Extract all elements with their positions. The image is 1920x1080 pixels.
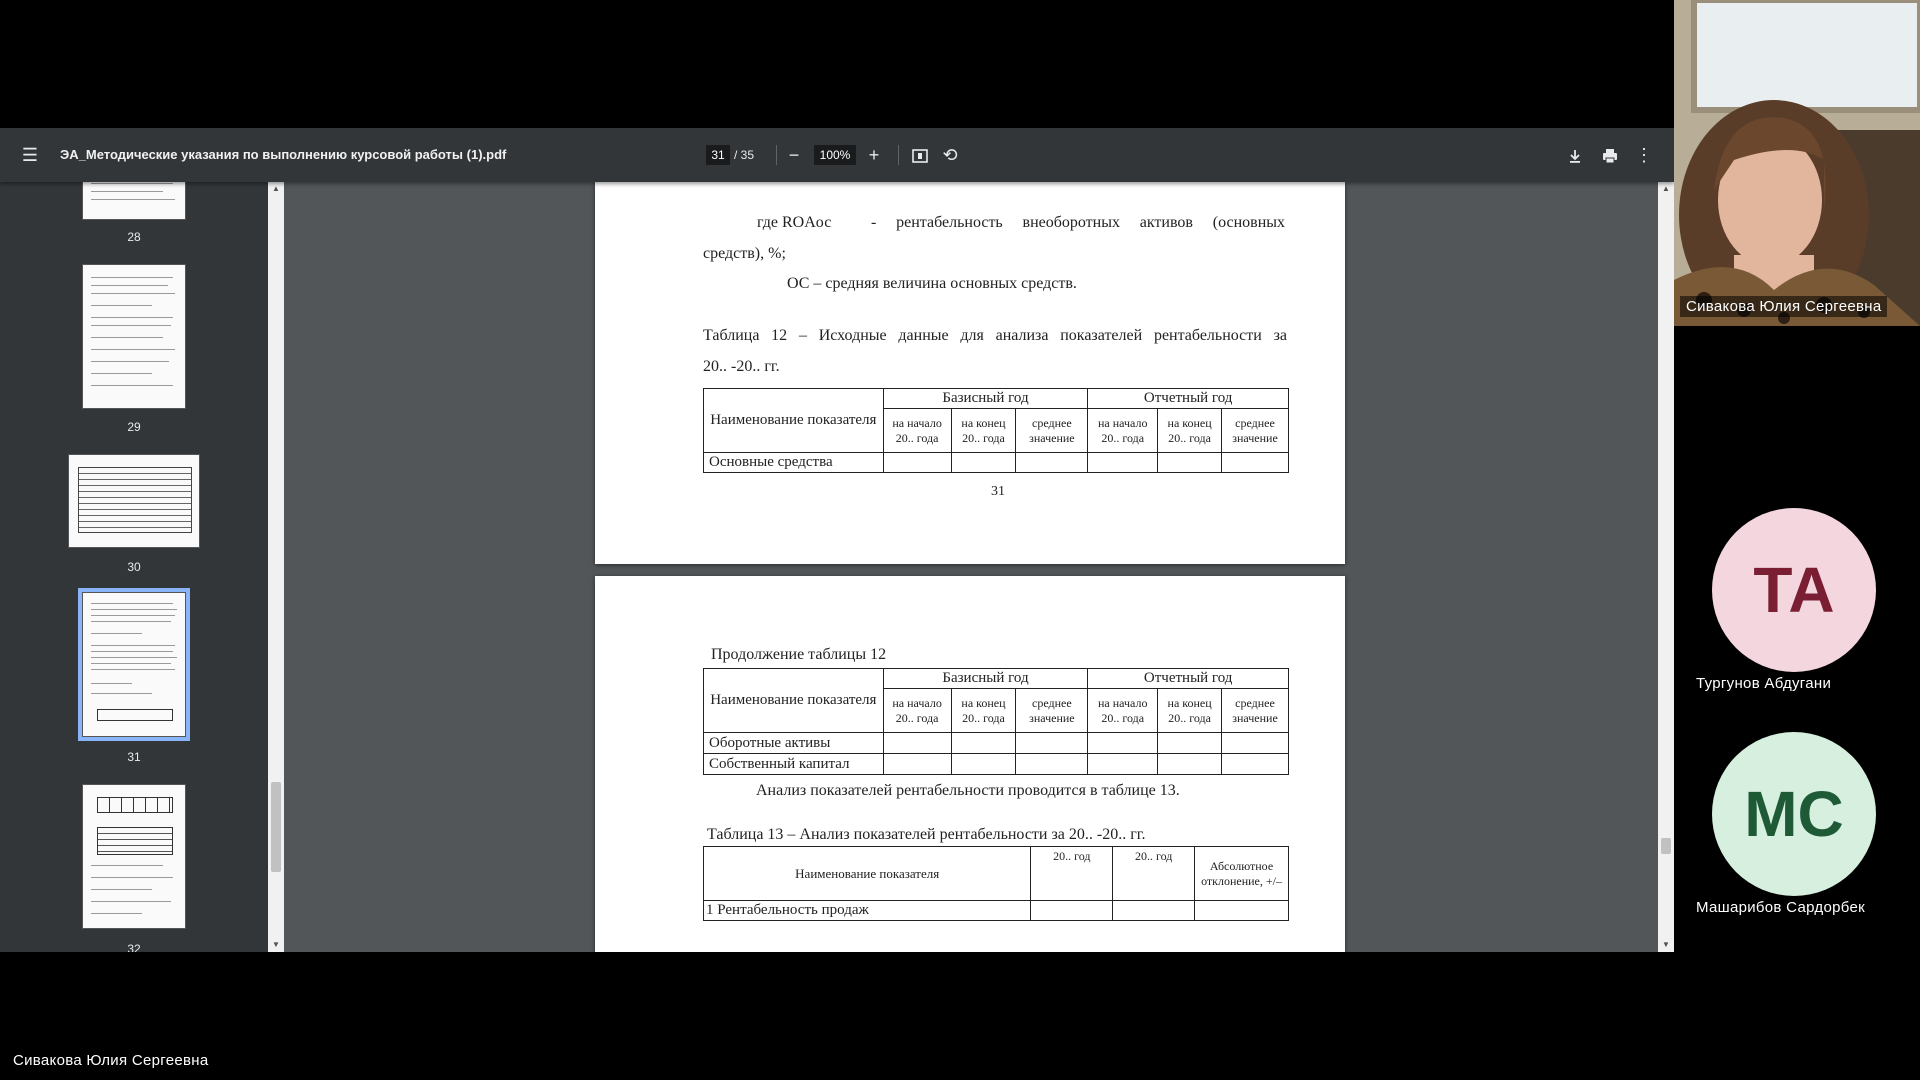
table-subheader: среднее значение <box>1222 409 1289 453</box>
fit-page-icon[interactable] <box>906 128 934 182</box>
more-options-icon[interactable]: ⋮ <box>1635 145 1653 165</box>
table-subheader: на конец 20.. года <box>951 409 1016 453</box>
table-header-base-year: Базисный год <box>883 389 1088 409</box>
document-scrollbar[interactable] <box>1658 182 1674 952</box>
table-subheader: на конец 20.. года <box>951 689 1016 733</box>
table-subheader: среднее значение <box>1222 689 1289 733</box>
thumbnail-sidebar <box>0 182 268 952</box>
page-text: ОС – средняя величина основных средств. <box>787 275 1077 292</box>
page-text: - рентабельность внеоборотных активов (основных <box>871 214 1285 231</box>
sidebar-scrollbar[interactable] <box>268 182 284 952</box>
table-subheader: на начало 20.. года <box>883 689 951 733</box>
participant-avatar <box>1712 732 1876 896</box>
sidebar-scroll-thumb[interactable] <box>271 782 281 872</box>
table-subheader: на конец 20.. года <box>1158 689 1222 733</box>
thumbnail-page-29[interactable] <box>82 264 186 409</box>
print-icon[interactable] <box>1596 128 1624 182</box>
table-12-continued <box>703 668 1289 775</box>
table-row-label: Оборотные активы <box>704 733 884 754</box>
table-caption: Продолжение таблицы 12 <box>711 646 887 663</box>
table-header-year: 20.. год <box>1113 847 1195 901</box>
toolbar-divider <box>776 145 777 165</box>
table-subheader: на начало 20.. года <box>1088 409 1158 453</box>
table-caption: Таблица 13 – Анализ показателей рентабельности за 20.. -20.. гг. <box>707 826 1146 843</box>
scroll-up-arrow-icon[interactable]: ▲ <box>272 184 280 193</box>
scroll-up-arrow-icon[interactable]: ▲ <box>1662 184 1670 193</box>
thumbnail-label: 29 <box>127 420 141 434</box>
page-text: Анализ показателей рентабельности проводится в таблице 13. <box>756 782 1180 799</box>
table-row-label: Собственный капитал <box>704 754 884 775</box>
table-subheader: среднее значение <box>1016 409 1088 453</box>
table-header-name: Наименование показателя <box>704 669 884 733</box>
table-header-base-year: Базисный год <box>883 669 1088 689</box>
speaker-video <box>1674 0 1920 326</box>
page-text: средств), %; <box>703 245 786 262</box>
participant-name: Тургунов Абдугани <box>1696 675 1832 692</box>
speaker-video-image <box>1674 0 1920 326</box>
table-row-label: Основные средства <box>704 453 884 473</box>
thumbnail-label: 31 <box>127 750 141 764</box>
document-scroll-thumb[interactable] <box>1661 838 1671 854</box>
table-header-report-year: Отчетный год <box>1088 669 1289 689</box>
zoom-out-icon[interactable]: − <box>788 145 800 165</box>
zoom-in-icon[interactable]: + <box>868 145 880 165</box>
pdf-page-31 <box>595 182 1345 564</box>
table-12 <box>703 388 1289 473</box>
speaker-name-tag: Сивакова Юлия Сергеевна <box>1680 296 1887 317</box>
pdf-viewer <box>0 128 1674 952</box>
document-title: ЭА_Методические указания по выполнению курсовой работы (1).pdf <box>60 147 507 162</box>
table-caption: 20.. -20.. гг. <box>703 358 780 375</box>
download-icon[interactable] <box>1561 128 1589 182</box>
table-header-name: Наименование показателя <box>704 847 1031 901</box>
participant-name: Машарибов Сардорбек <box>1696 899 1865 916</box>
table-header-deviation: Абсолютное отклонение, +/– <box>1195 847 1289 901</box>
toolbar-divider <box>898 145 899 165</box>
table-row-label: 1 Рентабельность продаж <box>704 901 1031 921</box>
thumbnail-page-30[interactable] <box>68 454 200 548</box>
active-speaker-label: Сивакова Юлия Сергеевна <box>13 1052 209 1069</box>
page-number: 31 <box>991 484 1005 499</box>
page-total: / 35 <box>734 148 755 162</box>
thumbnail-label: 32 <box>127 942 141 952</box>
page-text: где ROAос <box>757 214 832 231</box>
scroll-down-arrow-icon[interactable]: ▼ <box>272 940 280 949</box>
table-header-report-year: Отчетный год <box>1088 389 1289 409</box>
avatar-initials: ТА <box>1753 554 1835 626</box>
table-subheader: среднее значение <box>1016 689 1088 733</box>
thumbnail-page-28[interactable] <box>82 182 186 220</box>
menu-icon[interactable]: ☰ <box>21 145 39 165</box>
thumbnail-label: 28 <box>127 230 141 244</box>
zoom-input[interactable]: 100% <box>814 145 856 165</box>
table-header-year: 20.. год <box>1031 847 1113 901</box>
avatar-initials: МС <box>1744 778 1844 850</box>
rotate-icon[interactable]: ⟲ <box>942 145 958 165</box>
pdf-page-32 <box>595 576 1345 952</box>
table-header-name: Наименование показателя <box>704 389 884 453</box>
page-number-input[interactable]: 31 <box>706 145 730 165</box>
participant-avatar <box>1712 508 1876 672</box>
thumbnail-page-32[interactable] <box>82 784 186 929</box>
table-subheader: на начало 20.. года <box>883 409 951 453</box>
table-subheader: на начало 20.. года <box>1088 689 1158 733</box>
table-caption: Таблица 12 – Исходные данные для анализа показателей рентабельности за <box>703 327 1287 344</box>
table-subheader: на конец 20.. года <box>1158 409 1222 453</box>
pdf-toolbar <box>0 128 1674 182</box>
thumbnail-label: 30 <box>127 560 141 574</box>
thumbnail-page-31[interactable] <box>82 592 186 737</box>
table-13 <box>703 846 1289 921</box>
scroll-down-arrow-icon[interactable]: ▼ <box>1662 940 1670 949</box>
